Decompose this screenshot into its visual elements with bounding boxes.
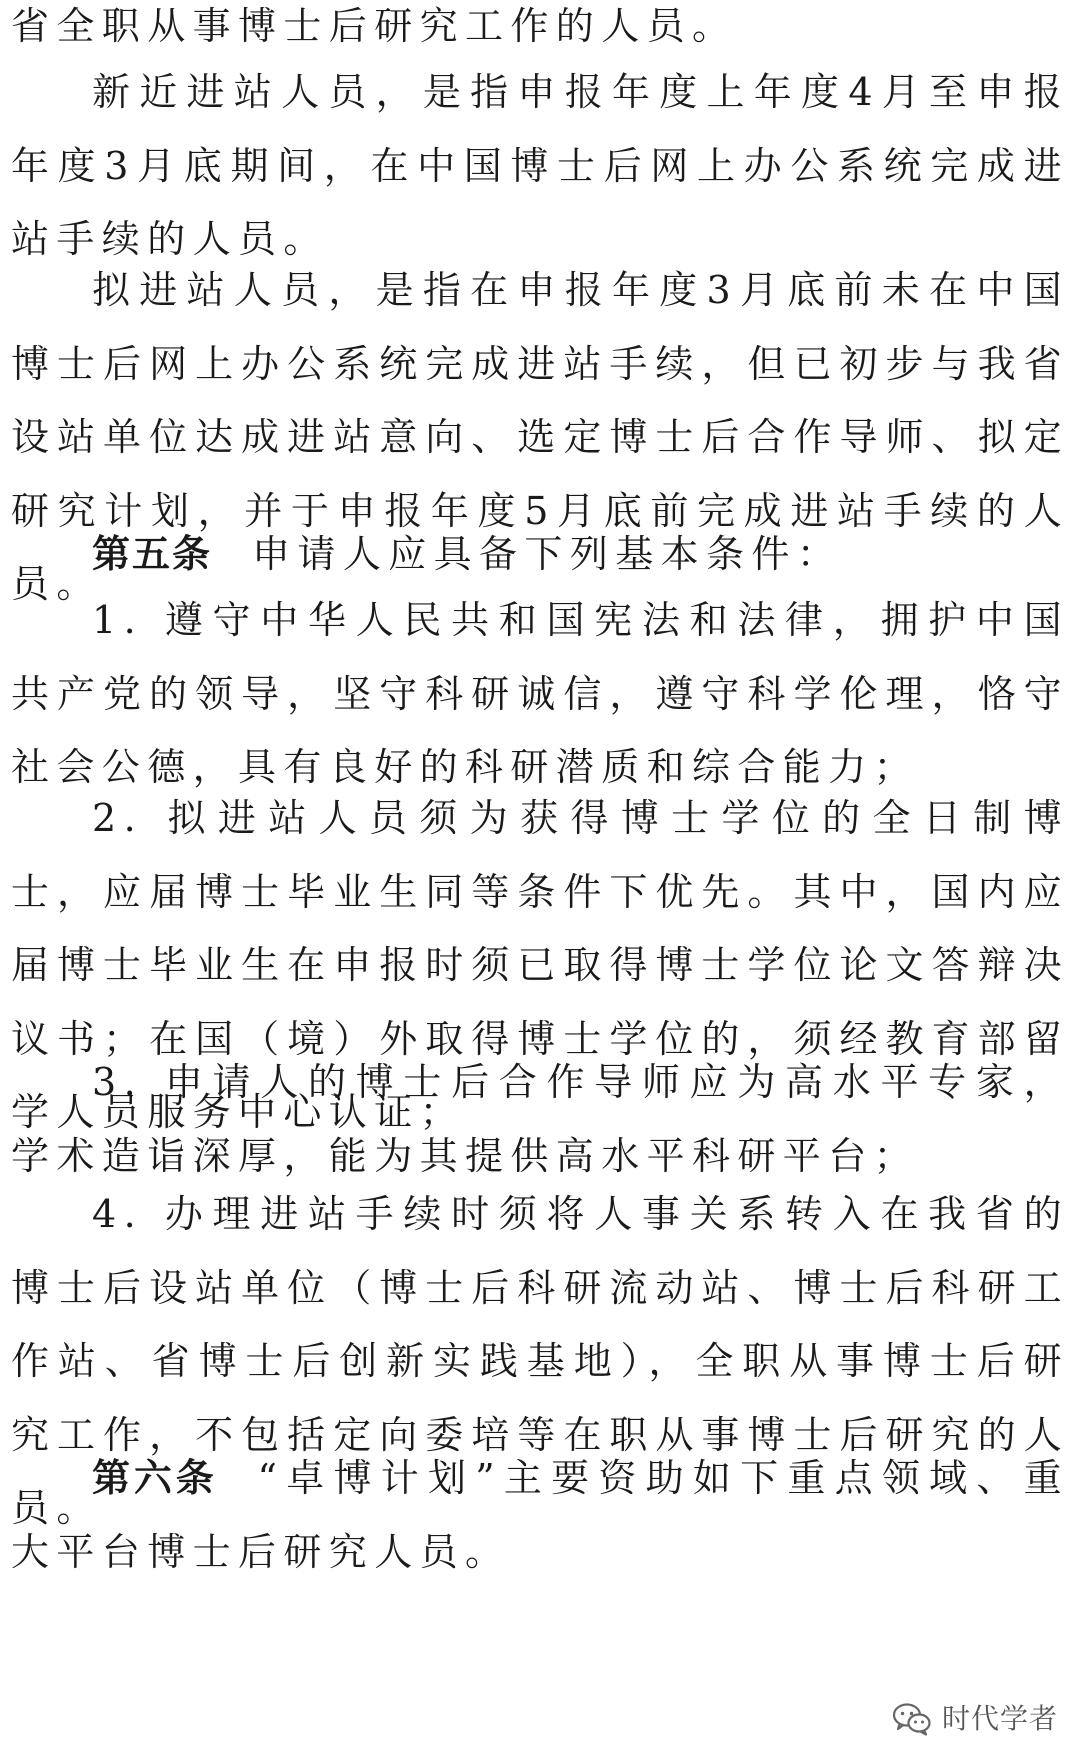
paragraph-new-entrants bbox=[11, 56, 1069, 277]
article-text: “卓博计划”主要资助如下重点领域、重大平台博士后研究人员。 bbox=[11, 1456, 1069, 1574]
paragraph-text: 1. 遵守中华人民共和国宪法和法律，拥护中国共产党的领导，坚守科研诚信，遵守科学伦理，恪守社会公德，具有良好的科研潜质和综合能力； bbox=[11, 598, 1069, 789]
article-text: 申请人应具备下列基本条件： bbox=[252, 532, 843, 576]
paragraph-text: 省全职从事博士后研究工作的人员。 bbox=[11, 4, 738, 48]
article-6 bbox=[11, 1442, 1069, 1589]
paragraph-text: 3. 申请人的博士后合作导师应为高水平专家，学术造诣深厚，能为其提供高水平科研平台； bbox=[11, 1060, 1069, 1178]
wechat-icon bbox=[892, 1702, 932, 1736]
article-heading: 第五条 bbox=[92, 532, 213, 576]
watermark-label: 时代学者 bbox=[941, 1702, 1058, 1735]
watermark bbox=[892, 1699, 1058, 1739]
paragraph-text: 2. 拟进站人员须为获得博士学位的全日制博士，应届博士毕业生同等条件下优先。其中，国内应届博士毕业生在申报时须已取得博士学位论文答辩决议书；在国（境）外取得博士学位的，须经教育部留学人员服务中心认证； bbox=[11, 796, 1069, 1134]
article-heading: 第六条 bbox=[92, 1456, 218, 1500]
article-5 bbox=[11, 518, 1069, 592]
paragraph-continuation bbox=[11, 0, 1069, 64]
paragraph-text: 新近进站人员，是指申报年度上年度4月至申报年度3月底期间，在中国博士后网上办公系统完成进站手续的人员。 bbox=[11, 70, 1069, 261]
condition-item-3 bbox=[11, 1046, 1069, 1193]
condition-item-1 bbox=[11, 584, 1069, 805]
paragraph-text: 拟进站人员，是指在申报年度3月底前未在中国博士后网上办公系统完成进站手续，但已初步与我省设站单位达成进站意向、选定博士后合作导师、拟定研究计划，并于申报年度5月底前完成进站手续的人员。 bbox=[11, 268, 1069, 606]
paragraph-text: 4. 办理进站手续时须将人事关系转入在我省的博士后设站单位（博士后科研流动站、博士后科研工作站、省博士后创新实践基地），全职从事博士后研究工作，不包括定向委培等在职从事博士后研究的人员。 bbox=[11, 1192, 1069, 1530]
